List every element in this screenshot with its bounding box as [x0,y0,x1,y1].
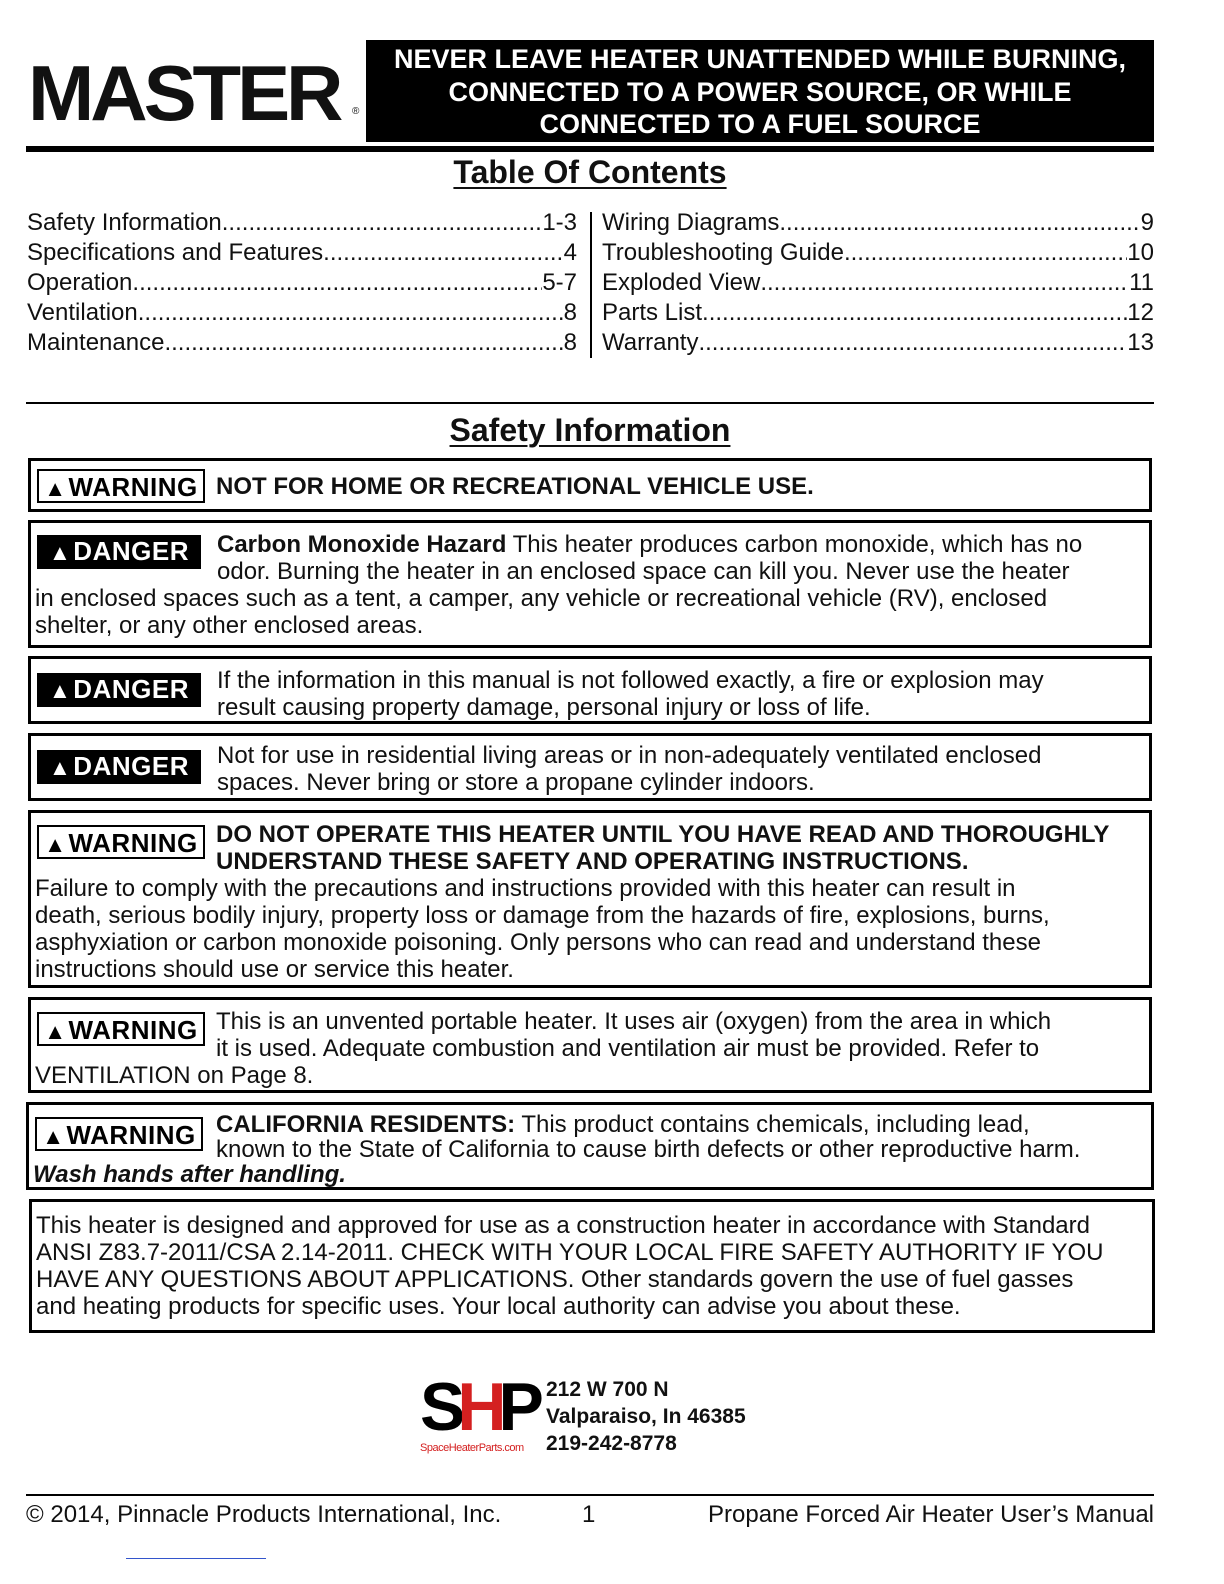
dealer-address [546,1376,746,1457]
section-divider [26,402,1154,404]
danger-text: odor. Burning the heater in an enclosed space can kill you. Never use the heater [217,558,1070,585]
notice-text: HAVE ANY QUESTIONS ABOUT APPLICATIONS. Other standards govern the use of fuel gasses [36,1266,1074,1293]
toc-left-column [27,208,577,358]
danger-box-fire-explosion [28,656,1152,724]
banner-line: CONNECTED TO A FUEL SOURCE [539,109,981,139]
danger-text: result causing property damage, personal injury or loss of life. [217,694,871,721]
toc-entry[interactable]: Operation ..... 5-7 [27,268,577,298]
toc-entry[interactable]: Safety Information ..... 1-3 [27,208,577,238]
warning-text: Failure to comply with the precautions and instructions provided with this heater can result in [35,875,1016,902]
warning-text: it is used. Adequate combustion and ventilation air must be provided. Refer to [216,1035,1040,1062]
warning-text: VENTILATION on Page 8. [35,1062,314,1089]
warning-text: Wash hands after handling. [33,1161,346,1188]
warning-badge: ▲WARNING [37,469,205,503]
registered-mark: ® [352,106,360,117]
warning-triangle-icon: ▲ [44,832,67,857]
warning-heading: DO NOT OPERATE THIS HEATER UNTIL YOU HAVE READ AND THOROUGHLY [216,821,1110,848]
banner-line: CONNECTED TO A POWER SOURCE, OR WHILE [448,76,1072,107]
warning-text: CALIFORNIA RESIDENTS: This product contains chemicals, including lead, [216,1111,1030,1138]
danger-badge: ▲DANGER [37,673,201,707]
toc-separator [590,212,592,358]
footer-manual-title: Propane Forced Air Heater User’s Manual [708,1501,1154,1528]
warning-badge: ▲WARNING [37,825,205,859]
dealer-logo [420,1369,536,1464]
brand-name: MASTER [28,49,340,137]
warning-badge: ▲WARNING [37,1012,205,1046]
header-divider [26,146,1154,152]
banner-line: NEVER LEAVE HEATER UNATTENDED WHILE BURNING, [393,44,1127,74]
toc-title: Table Of Contents [453,154,727,190]
danger-text: shelter, or any other enclosed areas. [35,612,424,639]
danger-badge: ▲DANGER [37,535,201,569]
toc-entry[interactable]: Ventilation ..... 8 [27,298,577,328]
warning-triangle-icon: ▲ [42,1124,65,1149]
warning-box-read-instructions [28,810,1152,988]
toc-entry[interactable]: Parts List ..... 12 [602,298,1154,328]
link-underline [126,1558,266,1559]
footer-divider [26,1494,1154,1496]
warning-heading: UNDERSTAND THESE SAFETY AND OPERATING INSTRUCTIONS. [216,848,969,875]
notice-text: and heating products for specific uses. Your local authority can advise you about these. [36,1293,961,1320]
toc-right-column [602,208,1154,358]
warning-triangle-icon: ▲ [44,476,67,501]
warning-badge: ▲WARNING [35,1117,203,1151]
danger-text: Not for use in residential living areas or in non-adequately ventilated enclosed [217,742,1042,769]
warning-text: asphyxiation or carbon monoxide poisoning. Only persons who can read and understand these [35,929,1041,956]
warning-box-unvented [28,997,1152,1093]
warning-box-not-for-home [28,458,1152,512]
warning-triangle-icon: ▲ [49,755,72,780]
safety-title: Safety Information [449,412,731,448]
unattended-warning-banner [366,40,1154,142]
footer-page-number: 1 [582,1501,596,1528]
danger-badge: ▲DANGER [37,750,201,784]
danger-text: in enclosed spaces such as a tent, a camper, any vehicle or recreational vehicle (RV), enclosed [35,585,1048,612]
danger-box-residential [28,733,1152,801]
brand-logo [28,49,368,137]
danger-text: If the information in this manual is not followed exactly, a fire or explosion may [217,667,1044,694]
warning-text: known to the State of California to cause birth defects or other reproductive harm. [216,1136,1081,1163]
warning-triangle-icon: ▲ [44,1019,67,1044]
danger-text: spaces. Never bring or store a propane cylinder indoors. [217,769,815,796]
toc-entry[interactable]: Troubleshooting Guide ..... 10 [602,238,1154,268]
toc-entry[interactable]: Warranty ..... 13 [602,328,1154,358]
warning-text: NOT FOR HOME OR RECREATIONAL VEHICLE USE. [216,473,814,500]
warning-text: instructions should use or service this heater. [35,956,514,983]
toc-entry[interactable]: Exploded View ..... 11 [602,268,1154,298]
warning-box-california [26,1102,1154,1190]
standards-notice-box [29,1199,1155,1333]
toc-entry[interactable]: Wiring Diagrams ..... 9 [602,208,1154,238]
address-line: 212 W 700 N [546,1378,669,1401]
warning-triangle-icon: ▲ [49,678,72,703]
notice-text: This heater is designed and approved for use as a construction heater in accordance with Standard [36,1212,1090,1239]
warning-text: This is an unvented portable heater. It uses air (oxygen) from the area in which [216,1008,1052,1035]
warning-triangle-icon: ▲ [49,540,72,565]
danger-box-carbon-monoxide [28,520,1152,648]
footer-copyright: © 2014, Pinnacle Products International, Inc. [26,1501,502,1528]
toc-entry[interactable]: Maintenance ..... 8 [27,328,577,358]
dealer-logo-tagline: SpaceHeaterParts.com [420,1442,524,1454]
danger-text: Carbon Monoxide Hazard This heater produces carbon monoxide, which has no [217,531,1083,558]
phone-number: 219-242-8778 [546,1432,677,1455]
warning-text: death, serious bodily injury, property loss or damage from the hazards of fire, explosions, burns, [35,902,1050,929]
dealer-logo-letters: SHP [420,1369,536,1445]
notice-text: ANSI Z83.7-2011/CSA 2.14-2011. CHECK WITH YOUR LOCAL FIRE SAFETY AUTHORITY IF YOU [36,1239,1104,1266]
toc-entry[interactable]: Specifications and Features ..... 4 [27,238,577,268]
address-line: Valparaiso, In 46385 [546,1405,746,1428]
